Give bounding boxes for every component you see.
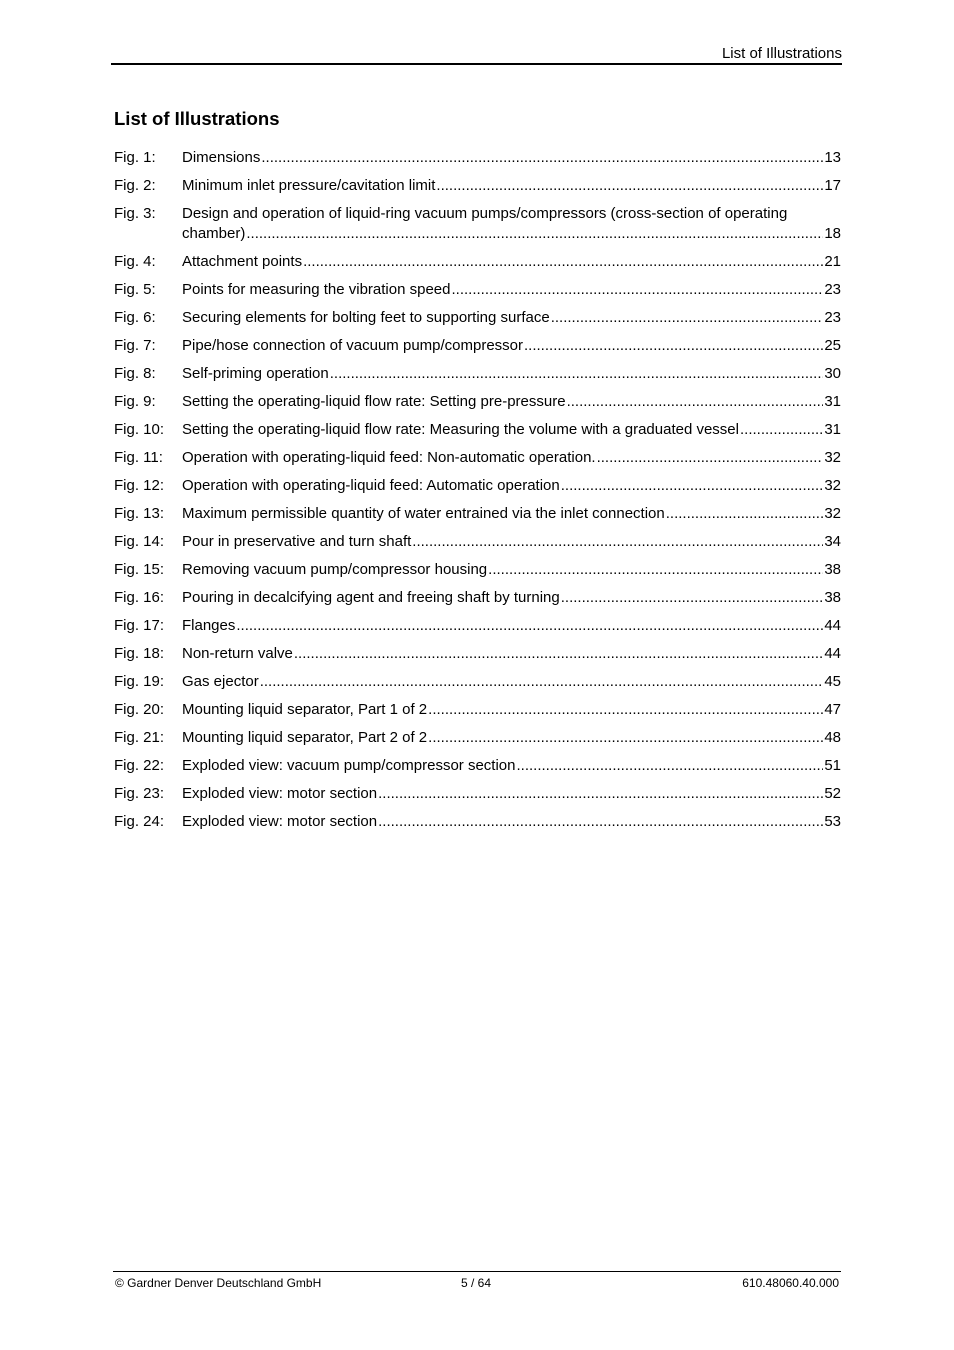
toc-entry[interactable] bbox=[114, 336, 841, 356]
dot-leader bbox=[378, 812, 823, 832]
entry-title: Removing vacuum pump/compressor housing bbox=[182, 561, 488, 578]
page-number: 13 bbox=[824, 149, 841, 166]
figure-number: Fig. 9: bbox=[114, 393, 156, 410]
page-number: 47 bbox=[824, 701, 841, 718]
page-number: 32 bbox=[824, 505, 841, 522]
dot-leader bbox=[412, 532, 823, 552]
page-number: 17 bbox=[824, 177, 841, 194]
running-header-title: List of Illustrations bbox=[721, 45, 842, 62]
entry-text bbox=[182, 644, 841, 664]
figure-number: Fig. 10: bbox=[114, 421, 165, 438]
toc-entry[interactable] bbox=[114, 644, 841, 664]
toc-entry[interactable] bbox=[114, 700, 841, 720]
figure-number: Fig. 8: bbox=[114, 365, 156, 382]
page-number: 23 bbox=[824, 309, 841, 326]
dot-leader bbox=[303, 252, 823, 272]
entry-title: Gas ejector bbox=[182, 673, 259, 690]
toc-entry[interactable] bbox=[114, 392, 841, 412]
figure-number: Fig. 5: bbox=[114, 281, 156, 298]
entry-title: Self-priming operation bbox=[182, 365, 329, 382]
entry-title: Pouring in decalcifying agent and freeing shaft by turning bbox=[182, 589, 560, 606]
entry-text bbox=[182, 784, 841, 804]
entry-text bbox=[182, 308, 841, 328]
entry-text bbox=[182, 476, 841, 496]
entry-text bbox=[182, 700, 841, 720]
page-number: 51 bbox=[824, 757, 841, 774]
entry-text bbox=[182, 756, 841, 776]
entry-title: Maximum permissible quantity of water entrained via the inlet connection bbox=[182, 505, 665, 522]
figure-number: Fig. 24: bbox=[114, 813, 165, 830]
footer-doc-number: 610.48060.40.000 bbox=[742, 1276, 839, 1290]
entry-title: Operation with operating-liquid feed: Automatic operation bbox=[182, 477, 560, 494]
page-number: 25 bbox=[824, 337, 841, 354]
entry-text bbox=[182, 148, 841, 168]
toc-entry[interactable] bbox=[114, 308, 841, 328]
entry-text bbox=[182, 532, 841, 552]
page-number: 18 bbox=[824, 225, 841, 242]
page-title: List of Illustrations bbox=[114, 108, 280, 129]
page-number: 52 bbox=[824, 785, 841, 802]
entry-text bbox=[182, 812, 841, 832]
entry-title: Points for measuring the vibration speed bbox=[182, 281, 451, 298]
entry-text bbox=[182, 672, 841, 692]
footer-copyright: © Gardner Denver Deutschland GmbH bbox=[115, 1276, 322, 1290]
figure-number: Fig. 23: bbox=[114, 785, 165, 802]
dot-leader bbox=[517, 756, 824, 776]
toc-entry[interactable] bbox=[114, 364, 841, 384]
entry-title: Securing elements for bolting feet to supporting surface bbox=[182, 309, 550, 326]
toc-entry[interactable] bbox=[114, 420, 841, 440]
figure-number: Fig. 11: bbox=[114, 449, 163, 466]
page-number: 44 bbox=[824, 645, 841, 662]
toc-entry[interactable] bbox=[114, 672, 841, 692]
entry-text bbox=[182, 728, 841, 748]
entry-title: Exploded view: vacuum pump/compressor section bbox=[182, 757, 516, 774]
dot-leader bbox=[236, 616, 823, 636]
dot-leader bbox=[666, 504, 824, 524]
entry-title: Setting the operating-liquid flow rate: Setting pre-pressure bbox=[182, 393, 566, 410]
page-number: 48 bbox=[824, 729, 841, 746]
entry-title: Mounting liquid separator, Part 1 of 2 bbox=[182, 701, 428, 718]
toc-entry[interactable] bbox=[114, 812, 841, 832]
dot-leader bbox=[246, 224, 823, 244]
dot-leader bbox=[561, 476, 824, 496]
entry-title: Exploded view: motor section bbox=[182, 785, 378, 802]
figure-number: Fig. 6: bbox=[114, 309, 156, 326]
figure-number: Fig. 21: bbox=[114, 729, 165, 746]
toc-entry[interactable] bbox=[114, 728, 841, 748]
page-number: 30 bbox=[824, 365, 841, 382]
figure-number: Fig. 15: bbox=[114, 561, 165, 578]
entry-title: Attachment points bbox=[182, 253, 303, 270]
entry-text bbox=[182, 392, 841, 412]
dot-leader bbox=[551, 308, 824, 328]
toc-entry[interactable] bbox=[114, 560, 841, 580]
page-number: 31 bbox=[824, 421, 841, 438]
page-number: 53 bbox=[824, 813, 841, 830]
dot-leader bbox=[294, 644, 823, 664]
entry-title: Flanges bbox=[182, 617, 236, 634]
entry-title: Pipe/hose connection of vacuum pump/compressor bbox=[182, 337, 524, 354]
dot-leader bbox=[260, 672, 824, 692]
entry-text bbox=[182, 204, 841, 244]
entry-title: Dimensions bbox=[182, 149, 261, 166]
entry-title: chamber) bbox=[182, 225, 246, 242]
dot-leader bbox=[488, 560, 823, 580]
entry-title: Mounting liquid separator, Part 2 of 2 bbox=[182, 729, 428, 746]
footer-page-indicator: 5 / 64 bbox=[461, 1276, 492, 1290]
dot-leader bbox=[428, 700, 823, 720]
figure-number: Fig. 22: bbox=[114, 757, 165, 774]
dot-leader bbox=[261, 148, 823, 168]
toc-entry[interactable] bbox=[114, 252, 841, 272]
toc-entry[interactable] bbox=[114, 280, 841, 300]
toc-entry[interactable] bbox=[114, 784, 841, 804]
entry-text bbox=[182, 448, 841, 468]
entry-title: Non-return valve bbox=[182, 645, 293, 662]
dot-leader bbox=[597, 448, 824, 468]
figure-number: Fig. 13: bbox=[114, 505, 165, 522]
page-number: 31 bbox=[824, 393, 841, 410]
entry-text bbox=[182, 252, 841, 272]
figure-number: Fig. 18: bbox=[114, 645, 165, 662]
figure-number: Fig. 2: bbox=[114, 177, 156, 194]
toc-entry[interactable] bbox=[114, 588, 841, 608]
toc-entry[interactable] bbox=[114, 756, 841, 776]
entry-title-line: Design and operation of liquid-ring vacuum pumps/compressors (cross-section of operating bbox=[182, 205, 788, 222]
entry-title: Minimum inlet pressure/cavitation limit bbox=[182, 177, 436, 194]
dot-leader bbox=[451, 280, 823, 300]
page-number: 38 bbox=[824, 589, 841, 606]
dot-leader bbox=[561, 588, 824, 608]
figure-number: Fig. 19: bbox=[114, 673, 165, 690]
entry-text bbox=[182, 616, 841, 636]
page-number: 23 bbox=[824, 281, 841, 298]
toc-entry[interactable] bbox=[114, 176, 841, 196]
toc-entry[interactable] bbox=[114, 448, 841, 468]
running-footer bbox=[113, 1271, 841, 1293]
figure-number: Fig. 3: bbox=[114, 205, 156, 222]
dot-leader bbox=[740, 420, 823, 440]
dot-leader bbox=[378, 784, 823, 804]
toc-entry[interactable] bbox=[114, 504, 841, 524]
toc-entry[interactable] bbox=[114, 148, 841, 168]
entry-text bbox=[182, 420, 841, 440]
entry-title: Setting the operating-liquid flow rate: Measuring the volume with a graduated vessel bbox=[182, 421, 739, 438]
entry-text bbox=[182, 280, 841, 300]
figure-number: Fig. 17: bbox=[114, 617, 165, 634]
toc-entry[interactable] bbox=[114, 532, 841, 552]
running-header bbox=[111, 44, 842, 65]
toc-entry[interactable] bbox=[114, 476, 841, 496]
page-number: 38 bbox=[824, 561, 841, 578]
entry-title: Exploded view: motor section bbox=[182, 813, 378, 830]
figure-number: Fig. 16: bbox=[114, 589, 165, 606]
illustrations-list bbox=[114, 148, 841, 840]
entry-text bbox=[182, 176, 841, 196]
toc-entry[interactable] bbox=[114, 616, 841, 636]
page-number: 21 bbox=[824, 253, 841, 270]
toc-entry[interactable] bbox=[114, 204, 841, 244]
figure-number: Fig. 7: bbox=[114, 337, 156, 354]
figure-number: Fig. 1: bbox=[114, 149, 156, 166]
figure-number: Fig. 20: bbox=[114, 701, 165, 718]
entry-text bbox=[182, 560, 841, 580]
figure-number: Fig. 4: bbox=[114, 253, 156, 270]
dot-leader bbox=[524, 336, 823, 356]
page-number: 44 bbox=[824, 617, 841, 634]
dot-leader bbox=[428, 728, 823, 748]
entry-text bbox=[182, 364, 841, 384]
page-number: 45 bbox=[824, 673, 841, 690]
page-number: 32 bbox=[824, 449, 841, 466]
entry-title: Operation with operating-liquid feed: Non-automatic operation. bbox=[182, 449, 596, 466]
dot-leader bbox=[567, 392, 824, 412]
entry-text bbox=[182, 504, 841, 524]
entry-text bbox=[182, 336, 841, 356]
dot-leader bbox=[436, 176, 823, 196]
figure-number: Fig. 12: bbox=[114, 477, 165, 494]
entry-title: Pour in preservative and turn shaft bbox=[182, 533, 412, 550]
page-number: 32 bbox=[824, 477, 841, 494]
page-number: 34 bbox=[824, 533, 841, 550]
figure-number: Fig. 14: bbox=[114, 533, 165, 550]
dot-leader bbox=[330, 364, 824, 384]
entry-text bbox=[182, 588, 841, 608]
